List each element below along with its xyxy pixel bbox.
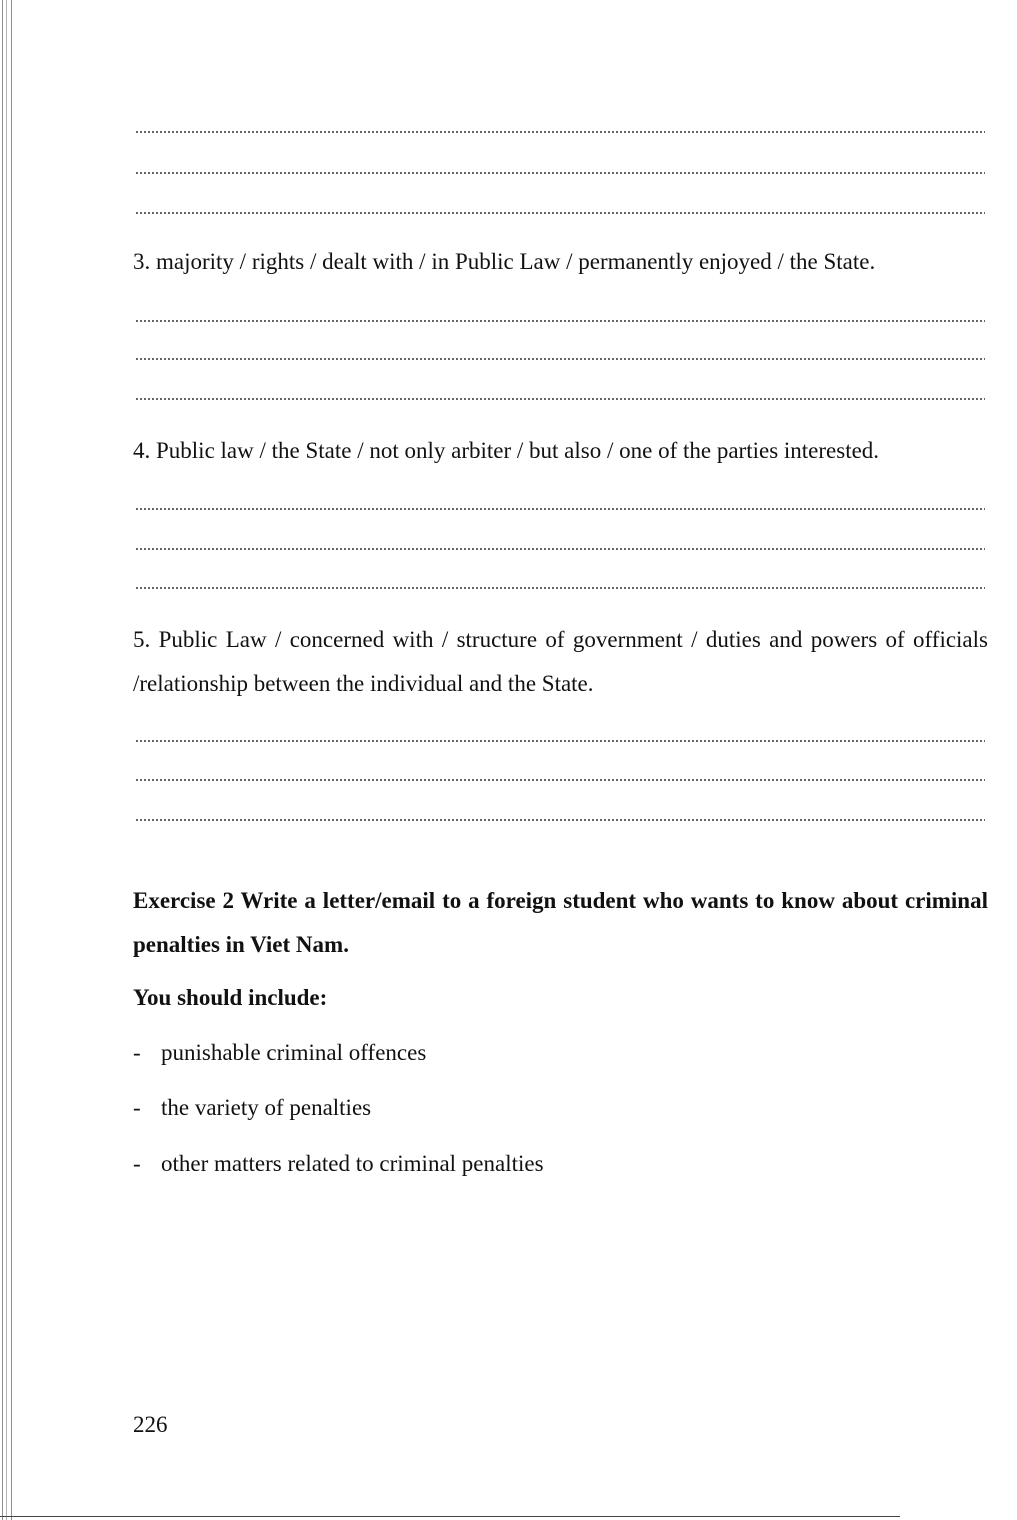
exercise-2-heading: Exercise 2 Write a letter/email to a foreign student who wants to know about criminal penalties in Viet Nam. (133, 888, 988, 957)
bullet-text: punishable criminal offences (161, 1040, 427, 1065)
answer-line (135, 358, 985, 360)
answer-line (135, 548, 985, 550)
answer-line (135, 320, 985, 322)
exercise-item-5: 5. Public Law / concerned with / structure of government / duties and powers of officials /relationship between the individual and the State. (133, 627, 988, 696)
answer-line (135, 587, 985, 589)
answer-line (135, 131, 985, 133)
bullet-item (133, 1040, 733, 1070)
answer-line (135, 212, 985, 214)
scan-binding-edge (0, 0, 14, 1520)
answer-line (135, 508, 985, 510)
answer-line (135, 172, 985, 174)
page-number: 226 (133, 1412, 168, 1437)
bullet-text: the variety of penalties (161, 1095, 372, 1120)
answer-line (135, 398, 985, 400)
answer-line (135, 740, 985, 742)
bullet-dash: - (133, 1151, 141, 1176)
answer-line (135, 779, 985, 781)
bullet-item (133, 1095, 733, 1125)
bullet-dash: - (133, 1095, 141, 1120)
scan-bottom-edge (0, 1516, 900, 1517)
include-label: You should include: (133, 985, 328, 1010)
bullet-dash: - (133, 1040, 141, 1065)
bullet-item (133, 1151, 733, 1181)
bullet-text: other matters related to criminal penalties (161, 1151, 544, 1176)
exercise-item-3: 3. majority / rights / dealt with / in Public Law / permanently enjoyed / the State. (133, 249, 876, 274)
answer-line (135, 819, 985, 821)
exercise-item-4: 4. Public law / the State / not only arbiter / but also / one of the parties interested. (133, 438, 880, 463)
